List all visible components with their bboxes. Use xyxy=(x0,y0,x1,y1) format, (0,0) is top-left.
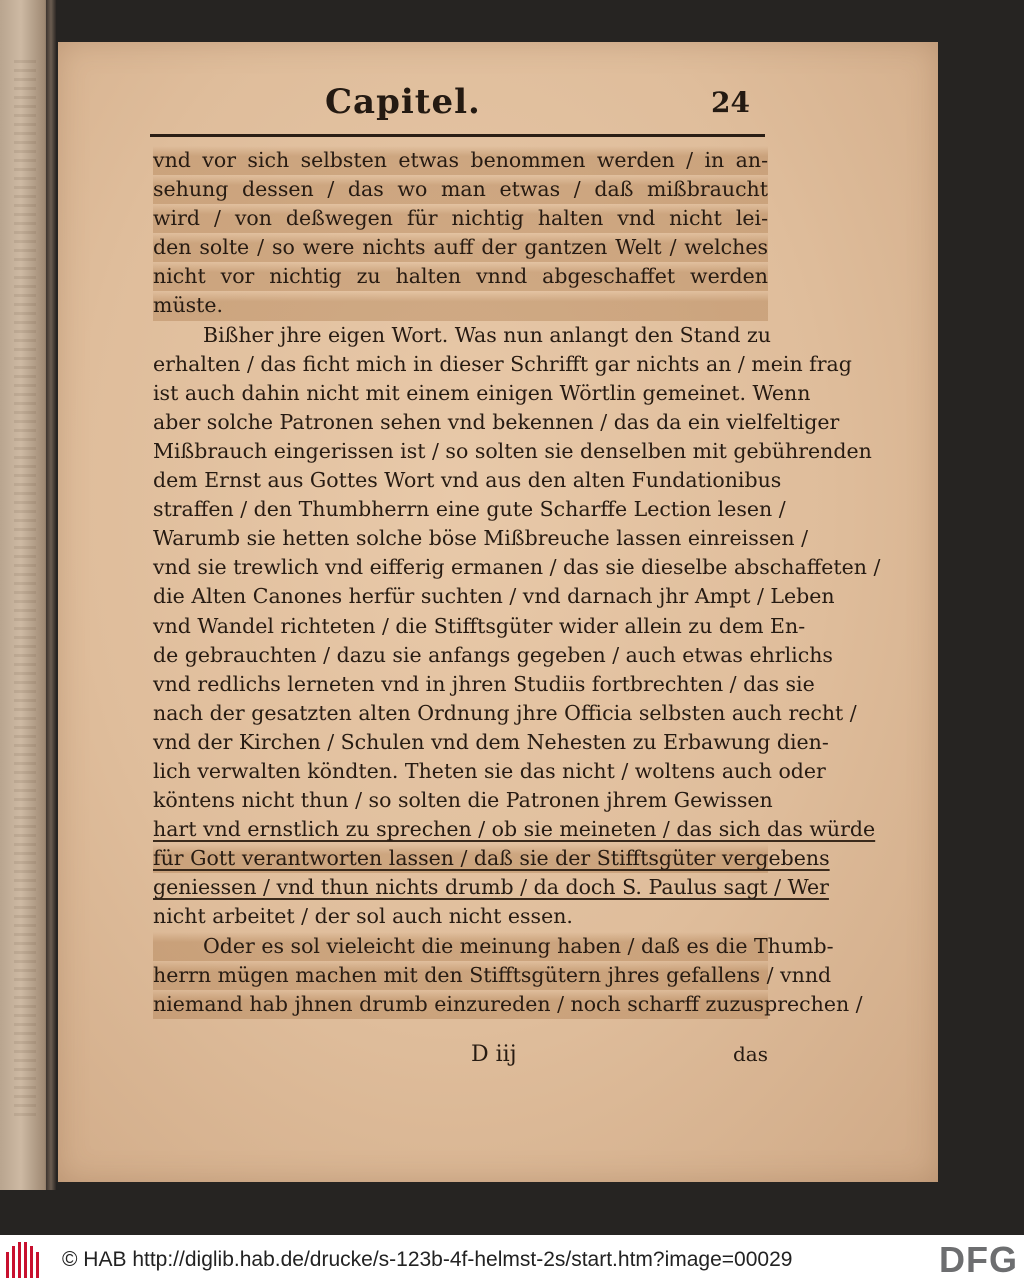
text-line: die Alten Canones herfür suchten / vnd darnach jhr Ampt / Leben xyxy=(153,584,835,609)
page-header xyxy=(150,82,770,134)
page-number: 24 xyxy=(711,86,750,119)
header-rule xyxy=(150,134,765,137)
scanned-page xyxy=(58,42,938,1182)
text-line-underlined: hart vnd ernstlich zu sprechen / ob sie meineten / das sich das würde xyxy=(153,817,876,842)
text-line: straffen / den Thumbherrn eine gute Scharffe Lection lesen / xyxy=(153,497,786,522)
signature-mark: D iij xyxy=(471,1042,517,1067)
hab-logo-icon xyxy=(6,1242,50,1278)
page-footer xyxy=(153,1042,768,1074)
text-line: nicht vor nichtig zu halten vnnd abgeschaffet werden xyxy=(153,262,768,291)
text-line: wird / von deßwegen für nichtig halten vnd nicht lei- xyxy=(153,204,768,233)
text-line: den solte / so were nichts auff der gantzen Welt / welches xyxy=(153,233,768,262)
text-line: aber solche Patronen sehen vnd bekennen / das da ein vielfeltiger xyxy=(153,409,840,434)
text-line: vnd redlichs lerneten vnd in jhren Studiis fortbrechten / das sie xyxy=(153,671,815,696)
text-line: ist auch dahin nicht mit einem einigen Wörtlin gemeinet. Wenn xyxy=(153,380,811,405)
text-line: Bißher jhre eigen Wort. Was nun anlangt den Stand zu xyxy=(203,322,772,347)
text-line: nicht arbeitet / der sol auch nicht essen. xyxy=(153,904,573,929)
text-line: Warumb sie hetten solche böse Mißbreuche lassen einreissen / xyxy=(153,526,809,551)
text-line: sehung dessen / das wo man etwas / daß mißbraucht xyxy=(153,175,768,204)
text-line: vnd der Kirchen / Schulen vnd dem Nehesten zu Erbawung dien- xyxy=(153,729,829,754)
text-line: nach der gesatzten alten Ordnung jhre Officia selbsten auch recht / xyxy=(153,700,857,725)
copyright-link[interactable]: © HAB http://diglib.hab.de/drucke/s-123b-4f-helmst-2s/start.htm?image=00029 xyxy=(62,1248,793,1271)
text-line-underlined: geniessen / vnd thun nichts drumb / da doch S. Paulus sagt / Wer xyxy=(153,875,829,900)
copyright-bar xyxy=(0,1235,1024,1285)
text-line: dem Ernst aus Gottes Wort vnd aus den alten Fundationibus xyxy=(153,468,782,493)
text-line: Mißbrauch eingerissen ist / so solten sie denselben mit gebührenden xyxy=(153,438,872,463)
text-line: de gebrauchten / dazu sie anfangs gegeben / auch etwas ehrlichs xyxy=(153,642,833,667)
text-line: müste. xyxy=(153,291,768,320)
running-head: Capitel. xyxy=(325,82,481,122)
catchword: das xyxy=(733,1042,768,1066)
text-line: Oder es sol vieleicht die meinung haben / daß es die Thumb- xyxy=(153,932,768,961)
left-page-text-edge xyxy=(14,60,36,1120)
text-line: vnd vor sich selbsten etwas benommen werden / in an- xyxy=(153,146,768,175)
text-line: niemand hab jhnen drumb einzureden / noch scharff zuzusprechen / xyxy=(153,990,768,1019)
left-page-edge xyxy=(0,0,52,1190)
text-line-underlined: für Gott verantworten lassen / daß sie der Stifftsgüter vergebens xyxy=(153,844,768,873)
text-line: vnd sie trewlich vnd eifferig ermanen / das sie dieselbe abschaffeten / xyxy=(153,555,881,580)
text-line: herrn mügen machen mit den Stifftsgütern jhres gefallens / vnnd xyxy=(153,961,768,990)
text-line: köntens nicht thun / so solten die Patronen jhrem Gewissen xyxy=(153,788,773,813)
body-text xyxy=(153,146,881,1019)
book-spine xyxy=(46,0,56,1190)
dfg-logo: DFG xyxy=(939,1239,1018,1280)
text-line: erhalten / das ficht mich in dieser Schrifft gar nichts an / mein frag xyxy=(153,351,852,376)
text-line: lich verwalten köndten. Theten sie das nicht / woltens auch oder xyxy=(153,758,826,783)
text-line: vnd Wandel richteten / die Stifftsgüter wider allein zu dem En- xyxy=(153,613,806,638)
